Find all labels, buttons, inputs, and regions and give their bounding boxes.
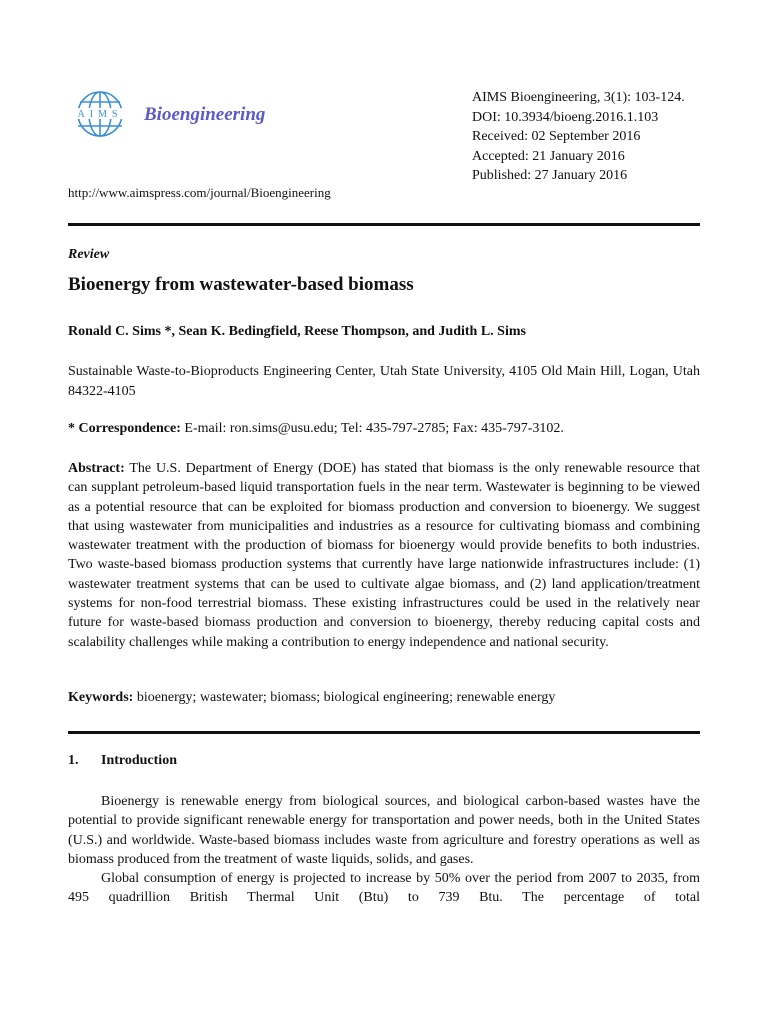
correspondence-label: * Correspondence: bbox=[68, 421, 181, 436]
aims-globe-icon bbox=[68, 88, 132, 144]
accepted-date: Accepted: 21 January 2016 bbox=[472, 148, 625, 164]
correspondence bbox=[68, 421, 564, 437]
keywords-text: bioenergy; wastewater; biomass; biological engineering; renewable energy bbox=[133, 690, 556, 705]
section-number: 1. bbox=[68, 753, 79, 768]
keywords-label: Keywords: bbox=[68, 690, 134, 705]
doi: DOI: 10.3934/bioeng.2016.1.103 bbox=[472, 109, 659, 125]
article-title: Bioenergy from wastewater-based biomass bbox=[68, 274, 414, 295]
abstract-label: Abstract: bbox=[68, 461, 125, 476]
journal-logo-block bbox=[68, 88, 288, 148]
introduction-body bbox=[68, 792, 700, 908]
published-date: Published: 27 January 2016 bbox=[472, 168, 628, 183]
aims-logo-text: AIMS bbox=[77, 109, 123, 120]
author-list: Ronald C. Sims *, Sean K. Bedingfield, Reese Thompson, and Judith L. Sims bbox=[68, 324, 526, 339]
article-type: Review bbox=[68, 247, 110, 262]
journal-name: Bioengineering bbox=[144, 104, 266, 125]
section-title: Introduction bbox=[101, 753, 177, 768]
keywords bbox=[68, 690, 555, 706]
intro-paragraph-2: Global consumption of energy is projected to increase by 50% over the period from 2007 to 2035, from 495 quadrillion British Thermal Unit (Btu) to 739 Btu. The percentage of total bbox=[68, 871, 700, 906]
top-divider bbox=[68, 223, 700, 226]
journal-url: http://www.aimspress.com/journal/Bioengineering bbox=[68, 185, 331, 200]
intro-paragraph-1: Bioenergy is renewable energy from biological sources, and biological carbon-based wastes have the potential to provide significant renewable energy for transportation and power needs, both in the United States (U.S.) and worldwide. Waste-based biomass includes waste from agriculture and forestry operations as well as biomass produced from the treatment of waste liquids, solids, and gases. bbox=[68, 794, 700, 867]
received-date: Received: 02 September 2016 bbox=[472, 129, 641, 144]
citation: AIMS Bioengineering, 3(1): 103-124. bbox=[472, 90, 685, 105]
correspondence-details: E-mail: ron.sims@usu.edu; Tel: 435-797-2785; Fax: 435-797-3102. bbox=[180, 421, 564, 436]
abstract-text: The U.S. Department of Energy (DOE) has stated that biomass is the only renewable resource that can supplant petroleum-based liquid transportation fuels in the near term. Wastewater is beginning to be viewed as a potential resource that can be exploited for biomass production and conversion to bioenergy. We suggest that using wastewater from municipalities and industries as a resource for cultivating biomass and combining wastewater treatment with the production of biomass for bioenergy would provide benefits to both industries. Two waste-based biomass production systems that currently have large nationwide infrastructures include: (1) wastewater treatment systems that can be used to cultivate algae biomass, and (2) land application/treatment systems for non-food terrestrial biomass. These existing infrastructures could be used in the relatively near future for waste-based biomass production and conversion to bioenergy, thereby reducing capital costs and scalability challenges while making a contribution to energy independence and national security. bbox=[68, 461, 700, 650]
affiliation: Sustainable Waste-to-Bioproducts Engineering Center, Utah State University, 4105 Old Main Hill, Logan, Utah 84322-4105 bbox=[68, 364, 700, 399]
publication-meta bbox=[472, 88, 685, 186]
introduction-heading bbox=[68, 753, 177, 769]
section-divider bbox=[68, 731, 700, 734]
abstract bbox=[68, 459, 700, 652]
